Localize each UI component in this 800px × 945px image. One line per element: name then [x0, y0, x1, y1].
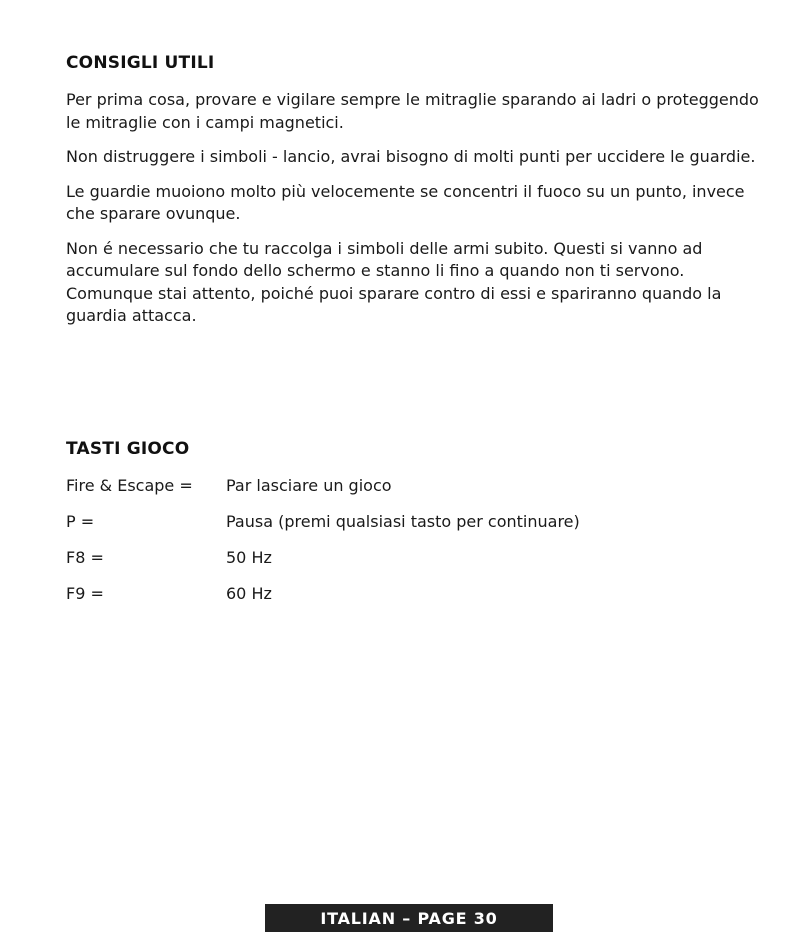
key-description: Pausa (premi qualsiasi tasto per continuare) — [226, 512, 580, 531]
key-row — [66, 582, 766, 618]
tips-heading: CONSIGLI UTILI — [66, 53, 215, 73]
keys-heading: TASTI GIOCO — [66, 439, 190, 459]
key-name: F8 = — [66, 548, 104, 567]
key-description: 50 Hz — [226, 548, 272, 567]
page-footer-label: ITALIAN – PAGE 30 — [320, 908, 498, 928]
key-name: Fire & Escape = — [66, 476, 193, 495]
key-row — [66, 474, 766, 510]
tip-paragraph: Non distruggere i simboli - lancio, avrai bisogno di molti punti per uccidere le guardie. — [66, 147, 756, 166]
key-description: 60 Hz — [226, 584, 272, 603]
key-name: P = — [66, 512, 95, 531]
tip-paragraph: Per prima cosa, provare e vigilare sempre le mitraglie sparando ai ladri o proteggendo le mitraglie con i campi magnetici. — [66, 90, 759, 132]
key-row — [66, 546, 766, 582]
tips-section — [66, 89, 766, 340]
tip-paragraph: Le guardie muoiono molto più velocemente se concentri il fuoco su un punto, invece che sparare ovunque. — [66, 181, 745, 223]
page-footer-bar — [265, 904, 553, 932]
key-row — [66, 510, 766, 546]
keys-table — [66, 474, 766, 618]
key-description: Par lasciare un gioco — [226, 476, 392, 495]
tip-paragraph: Non é necessario che tu raccolga i simboli delle armi subito. Questi si vanno ad accumulare sul fondo dello schermo e stanno li fino a quando non ti servono. Comunque stai attento, poiché puoi sparare contro di essi e spariranno quando la guardia attacca. — [66, 238, 722, 325]
key-name: F9 = — [66, 584, 104, 603]
